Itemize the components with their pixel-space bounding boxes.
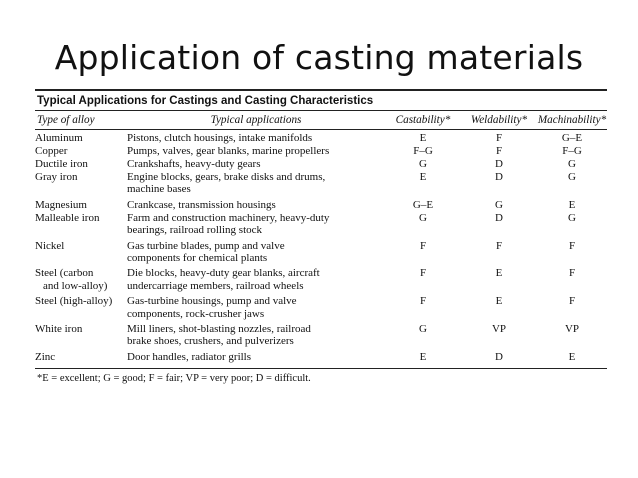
table-row (35, 351, 607, 363)
weldability-rating: D (495, 158, 503, 170)
alloy-name: Aluminum (35, 132, 83, 144)
alloy-cell (35, 240, 127, 265)
machinability-rating: F (568, 267, 576, 280)
header-typical-applications: Typical applications (210, 114, 302, 126)
alloy-name: Nickel (35, 239, 65, 252)
castability-rating: E (419, 132, 427, 144)
castability-rating: F (419, 267, 427, 280)
castability-rating: G (419, 323, 427, 336)
machinability-rating: F (568, 239, 576, 252)
weldability-rating: F (495, 132, 503, 144)
applications-cell (127, 323, 385, 348)
header-type-of-alloy: Type of alloy (37, 114, 95, 126)
alloy-name: Steel (high-alloy) (35, 295, 113, 308)
table-row (35, 267, 607, 292)
alloy-cell (35, 295, 127, 320)
application-text: components for chemical plants (127, 252, 268, 265)
applications-cell (127, 132, 385, 144)
weldability-rating: D (495, 171, 503, 183)
table-footnote: *E = excellent; G = good; F = fair; VP = very poor; D = difficult. (37, 372, 311, 384)
weldability-rating: E (495, 267, 503, 280)
application-text: brake shoes, crushers, and pulverizers (127, 335, 294, 348)
table-row (35, 132, 607, 144)
applications-cell (127, 212, 385, 237)
alloy-cell (35, 199, 127, 211)
table-row (35, 295, 607, 320)
castability-rating: G–E (412, 198, 434, 211)
weldability-rating: F (495, 239, 503, 252)
alloy-name: Zinc (35, 350, 56, 363)
application-text: machine bases (127, 183, 191, 196)
machinability-rating: F–G (562, 145, 582, 157)
application-text: Pistons, clutch housings, intake manifolds (127, 132, 313, 144)
weldability-rating: E (495, 295, 503, 308)
alloy-name: Malleable iron (35, 211, 100, 224)
applications-cell (127, 295, 385, 320)
applications-cell (127, 267, 385, 292)
alloy-cell (35, 171, 127, 196)
application-text: Crankcase, transmission housings (127, 198, 276, 211)
application-text: Pumps, valves, gear blanks, marine propellers (127, 145, 330, 157)
slide-title: Application of casting materials (54, 38, 584, 77)
alloy-cell (35, 323, 127, 348)
applications-cell (127, 240, 385, 265)
application-text: Gas-turbine housings, pump and valve (127, 295, 297, 308)
alloy-cell (35, 351, 127, 363)
castability-rating: F (419, 239, 427, 252)
applications-cell (127, 351, 385, 363)
weldability-rating: D (495, 211, 503, 224)
application-text: Engine blocks, gears, brake disks and drums, (127, 171, 326, 183)
castability-rating: E (419, 171, 427, 183)
alloy-cell (35, 267, 127, 292)
machinability-rating: G (568, 171, 576, 183)
application-text: Gas turbine blades, pump and valve (127, 239, 285, 252)
application-text: Die blocks, heavy-duty gear blanks, aircraft (127, 267, 320, 280)
application-text: Crankshafts, heavy-duty gears (127, 158, 261, 170)
alloy-name: Ductile iron (35, 158, 88, 170)
header-machinability: Machinability* (537, 114, 607, 126)
alloy-name: White iron (35, 323, 83, 336)
machinability-rating: E (568, 350, 576, 363)
machinability-rating: E (568, 198, 576, 211)
alloy-name: Copper (35, 145, 68, 157)
machinability-rating: G (568, 211, 576, 224)
table-row (35, 171, 607, 196)
castability-rating: F (419, 295, 427, 308)
table-body (35, 130, 607, 368)
table-row (35, 212, 607, 237)
application-text: bearings, railroad rolling stock (127, 224, 263, 237)
table-header-row (35, 111, 607, 129)
applications-cell (127, 171, 385, 196)
applications-cell (127, 158, 385, 170)
header-weldability: Weldability* (470, 114, 528, 126)
castability-rating: G (419, 211, 427, 224)
table-row (35, 323, 607, 348)
alloy-name: Steel (carbon (35, 267, 94, 280)
weldability-rating: D (495, 350, 503, 363)
table-row (35, 158, 607, 170)
weldability-rating: VP (491, 323, 507, 336)
castability-rating: E (419, 350, 427, 363)
table-row (35, 145, 607, 157)
application-text: Farm and construction machinery, heavy-duty (127, 211, 330, 224)
machinability-rating: G–E (561, 132, 583, 144)
machinability-rating: G (568, 158, 576, 170)
header-castability: Castability* (395, 114, 451, 126)
casting-table (35, 89, 607, 385)
castability-rating: G (419, 158, 427, 170)
alloy-cell (35, 212, 127, 237)
weldability-rating: G (495, 198, 503, 211)
alloy-name: Gray iron (35, 171, 78, 183)
application-text: undercarriage members, railroad wheels (127, 279, 304, 292)
alloy-cell (35, 132, 127, 144)
table-row (35, 240, 607, 265)
alloy-name: Magnesium (35, 198, 87, 211)
alloy-name: and low-alloy) (43, 279, 108, 292)
alloy-cell (35, 145, 127, 157)
castability-rating: F–G (413, 145, 433, 157)
alloy-cell (35, 158, 127, 170)
application-text: Door handles, radiator grills (127, 350, 252, 363)
weldability-rating: F (495, 145, 503, 157)
table-row (35, 199, 607, 211)
applications-cell (127, 199, 385, 211)
application-text: components, rock-crusher jaws (127, 307, 265, 320)
machinability-rating: VP (564, 323, 580, 336)
table-caption: Typical Applications for Castings and Casting Characteristics (37, 95, 374, 107)
applications-cell (127, 145, 385, 157)
application-text: Mill liners, shot-blasting nozzles, railroad (127, 323, 311, 336)
machinability-rating: F (568, 295, 576, 308)
